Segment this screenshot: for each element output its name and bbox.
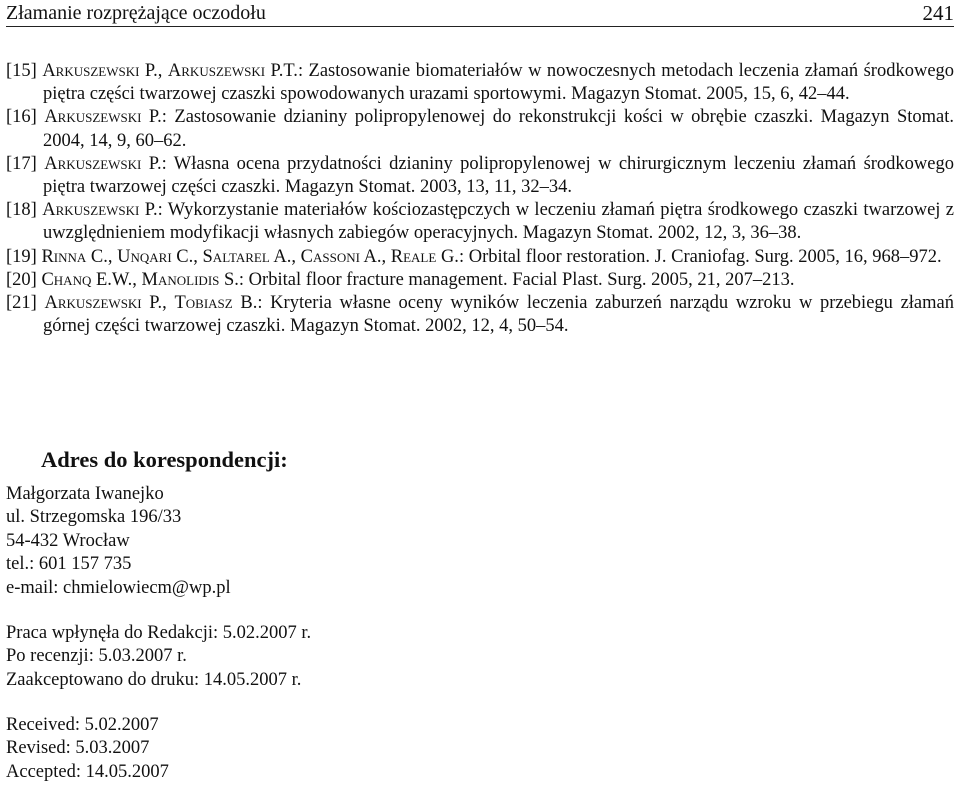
correspondence-email: e-mail: chmielowiecm@wp.pl — [6, 577, 231, 598]
correspondence-city: 54-432 Wrocław — [6, 530, 130, 551]
page-number: 241 — [922, 1, 954, 25]
correspondence-heading: Adres do korespondencji: — [41, 447, 288, 472]
reference-text: : Orbital floor fracture management. Facial Plast. Surg. 2005, 21, 207–213. — [238, 269, 795, 290]
revised-date-pl: Po recenzji: 5.03.2007 r. — [6, 646, 187, 667]
reference-author: Arkuszewski P.T. — [167, 61, 298, 81]
reference-author: Arkuszewski P. — [44, 107, 162, 128]
reference-number: [21] — [6, 293, 37, 314]
reference-number: [18] — [6, 200, 37, 221]
reference-number: [20] — [6, 269, 37, 290]
accepted-date: Accepted: 14.05.2007 — [6, 761, 169, 782]
reference-author: Arkuszewski P. — [44, 293, 163, 314]
revised-date: Revised: 5.03.2007 — [6, 738, 150, 759]
running-header — [6, 0, 954, 27]
reference-number: [15] — [6, 61, 37, 81]
received-date-pl: Praca wpłynęła do Redakcji: 5.02.2007 r. — [6, 623, 312, 643]
reference-author: Saltarel A. — [202, 246, 292, 267]
reference-text: : Zastosowanie biomateriałów w nowoczesnych metodach leczenia złamań środkowego piętra części twarzowej czaszki spowodowanych urazami sportowymi. Magazyn Stomat. 2005, 15, 6, 42–44. — [43, 61, 955, 105]
correspondence-street: ul. Strzegomska 196/33 — [6, 507, 182, 528]
author-separator: , — [132, 269, 142, 290]
reference-author: Unqari C. — [117, 246, 194, 267]
reference-author: Cassoni A. — [300, 246, 382, 267]
reference-list — [6, 60, 954, 338]
reference-author: Rinna C. — [41, 246, 108, 267]
reference-text: : Orbital floor restoration. J. Craniofag. Surg. 2005, 16, 968–972. — [458, 246, 942, 267]
reference-text: : Kryteria własne oceny wyników leczenia zaburzeń narządu wzroku w przebiegu złamań górnej części twarzowej czaszki. Magazyn Stomat. 2002, 12, 4, 50–54. — [43, 293, 954, 337]
correspondence-address — [6, 483, 231, 600]
reference-author: Manolidis S. — [141, 269, 239, 290]
reference-item — [6, 246, 954, 269]
reference-number: [19] — [6, 246, 37, 267]
author-separator: , — [291, 246, 301, 267]
submission-dates-polish — [6, 622, 311, 692]
author-separator: , — [381, 246, 391, 267]
reference-author: Tobiasz B. — [174, 293, 258, 314]
reference-author: Chanq E.W. — [41, 269, 133, 290]
reference-author: Arkuszewski P. — [44, 153, 162, 174]
reference-author: Reale G. — [390, 246, 459, 267]
reference-text: : Własna ocena przydatności dzianiny polipropylenowej w chirurgicznym leczeniu złamań środkowego piętra twarzowej części czaszki. Magazyn Stomat. 2003, 13, 11, 32–34. — [43, 153, 954, 198]
author-separator: , — [107, 246, 118, 267]
received-date: Received: 5.02.2007 — [6, 715, 159, 735]
reference-item — [6, 153, 954, 199]
author-separator: , — [162, 293, 175, 314]
reference-author: Arkuszewski P. — [42, 61, 158, 81]
author-separator: , — [157, 61, 168, 81]
reference-text: : Wykorzystanie materiałów kościozastępczych w leczeniu złamań piętra środkowego czaszki twarzowej z uwzględnieniem modyfikacji własnych zabiegów operacyjnych. Magazyn Stomat. 2002, 12, 3, 36–38. — [43, 200, 955, 244]
reference-item — [6, 269, 954, 292]
author-separator: , — [193, 246, 203, 267]
reference-item — [6, 292, 954, 338]
reference-number: [16] — [6, 107, 37, 128]
accepted-date-pl: Zaakceptowano do druku: 14.05.2007 r. — [6, 669, 302, 690]
submission-dates-english — [6, 714, 169, 784]
reference-text: : Zastosowanie dzianiny polipropylenowej do rekonstrukcji kości w obrębie czaszki. Magazyn Stomat. 2004, 14, 9, 60–62. — [43, 107, 955, 151]
reference-item — [6, 60, 954, 106]
correspondence-phone: tel.: 601 157 735 — [6, 554, 132, 575]
correspondence-name: Małgorzata Iwanejko — [6, 484, 164, 504]
reference-author: Arkuszewski P. — [42, 200, 158, 221]
running-title: Złamanie rozprężające oczodołu — [6, 2, 266, 24]
reference-item — [6, 106, 954, 152]
reference-item — [6, 199, 954, 245]
reference-number: [17] — [6, 153, 37, 174]
